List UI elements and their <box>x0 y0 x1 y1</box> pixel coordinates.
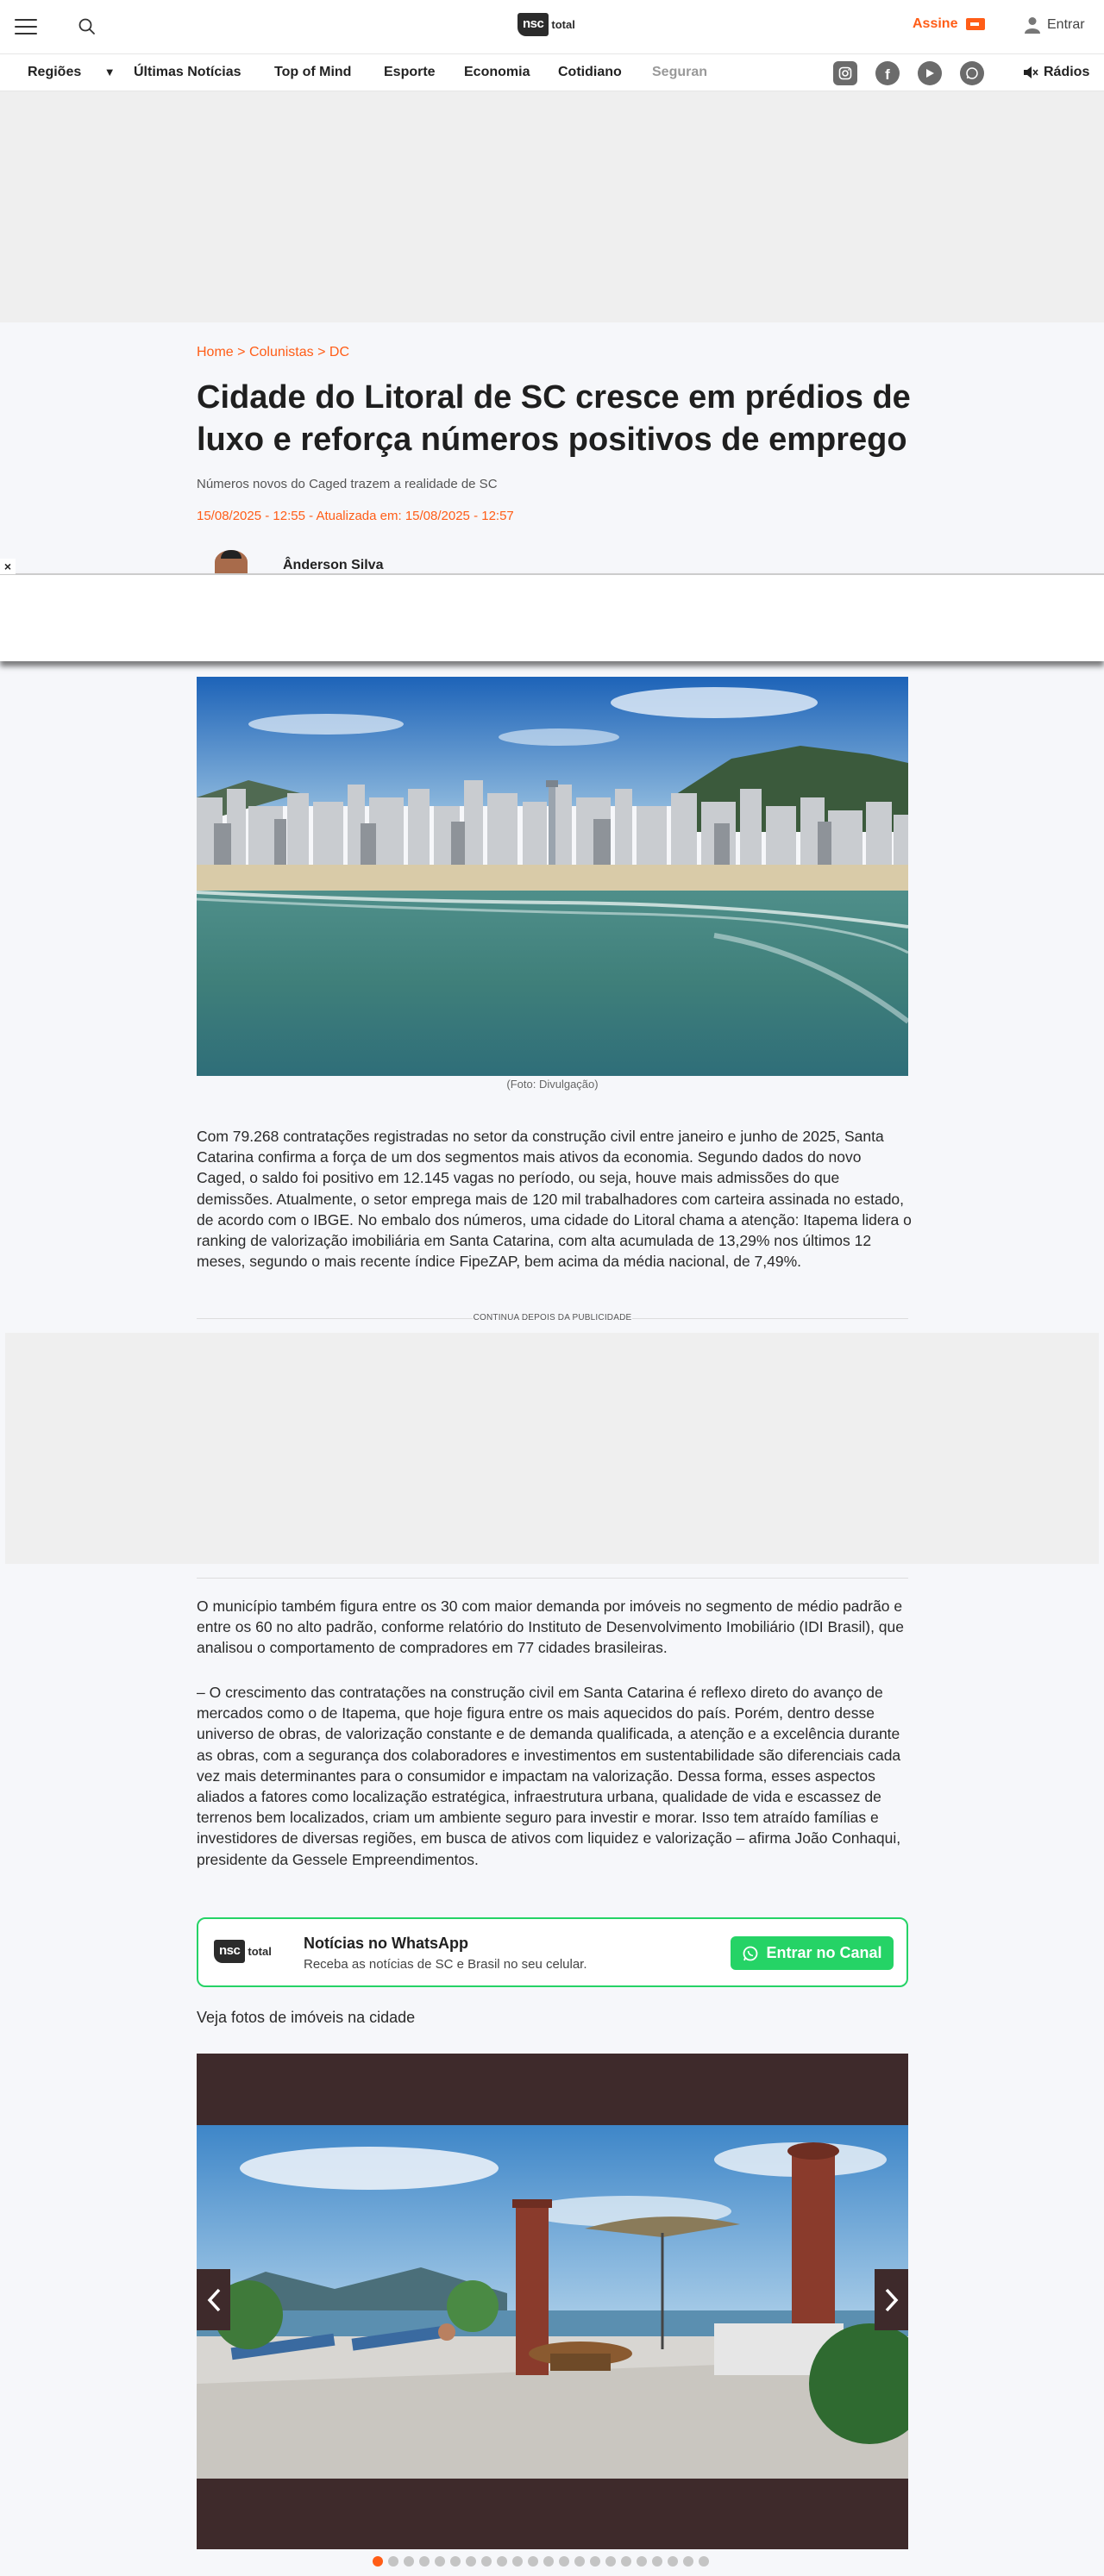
nav-regioes-label: Regiões <box>28 65 82 79</box>
nav-item-top-of-mind[interactable]: Top of Mind <box>274 65 352 79</box>
gallery-dot[interactable] <box>466 2556 476 2567</box>
gallery-dot[interactable] <box>450 2556 461 2567</box>
article-paragraph: O município também figura entre os 30 com maior demanda por imóveis no segmento de médio padrão e entre os 60 no alto padrão, conforme relatório do Instituto de Desenvolvimento Imobiliário (IDI Brasil), que analisou o comportamento de compradores em 77 cidades brasileiras. <box>197 1597 905 1657</box>
breadcrumb-home[interactable]: Home <box>197 345 234 360</box>
chevron-down-icon: ▼ <box>104 66 116 78</box>
main-nav <box>0 53 1104 91</box>
nav-item-cotidiano[interactable]: Cotidiano <box>558 65 622 79</box>
radios-label: Rádios <box>1044 65 1090 79</box>
gallery-pagination <box>373 2556 709 2567</box>
author-name[interactable]: Ânderson Silva <box>283 558 384 572</box>
chevron-right-icon <box>884 2287 900 2313</box>
gallery-dot[interactable] <box>637 2556 647 2567</box>
ad-divider <box>197 1310 908 1328</box>
join-channel-label: Entrar no Canal <box>766 1944 882 1961</box>
gallery-dot[interactable] <box>574 2556 585 2567</box>
gallery-dot[interactable] <box>683 2556 693 2567</box>
speaker-muted-icon <box>1023 66 1038 79</box>
nav-item-seguranca[interactable]: Seguran <box>652 65 708 79</box>
search-icon[interactable] <box>78 17 97 36</box>
ad-label: CONTINUA DEPOIS DA PUBLICIDADE <box>473 1313 632 1322</box>
gallery-dot[interactable] <box>605 2556 616 2567</box>
whatsapp-channel-box <box>197 1917 908 1987</box>
logo-word: total <box>248 1945 272 1958</box>
breadcrumb-colunistas[interactable]: Colunistas <box>248 345 314 360</box>
breadcrumb <box>197 345 349 360</box>
assine-label: Assine <box>913 16 958 31</box>
gallery-dot[interactable] <box>404 2556 414 2567</box>
nsc-total-logo <box>214 1940 272 1963</box>
user-icon <box>1025 16 1040 34</box>
nav-item-economia[interactable]: Economia <box>464 65 530 79</box>
article-dates: 15/08/2025 - 12:55 - Atualizada em: 15/08/2025 - 12:57 <box>197 509 514 523</box>
gallery-dot[interactable] <box>419 2556 430 2567</box>
article-title: Cidade do Litoral de SC cresce em prédios de luxo e reforça números positivos de emprego <box>197 379 911 458</box>
nav-item-regioes[interactable] <box>28 65 116 80</box>
gallery-next-button[interactable] <box>875 2269 908 2330</box>
gallery-dot[interactable] <box>373 2556 383 2567</box>
logo-word: total <box>551 17 575 31</box>
gallery-dot[interactable] <box>652 2556 662 2567</box>
breadcrumb-separator: > <box>317 345 326 360</box>
top-header <box>0 0 1104 53</box>
gallery-dot[interactable] <box>388 2556 398 2567</box>
logo-mark: nsc <box>518 13 549 36</box>
hamburger-icon[interactable] <box>15 19 37 34</box>
breadcrumb-dc[interactable]: DC <box>329 345 349 360</box>
facebook-icon[interactable]: f <box>875 61 900 85</box>
top-ad-slot <box>0 91 1104 322</box>
article-subtitle: Números novos do Caged trazem a realidade de SC <box>197 477 498 491</box>
article-paragraph: – O crescimento das contratações na construção civil em Santa Catarina é reflexo direto do avanço de mercados como o de Itapema, que hoje figura entre os mais aquecidos do país. Porém, dentro desse universo de obras, de valorização constante e de demanda qualificada, a atenção e a excelência durante as obras, com a segurança dos colaboradores e investimentos em sustentabilidade são diferenciais cada vez mais determinantes para o consumidor e impactam na valorização. Dessa forma, esses aspectos aliados a fatores como localização estratégica, infraestrutura urbana, qualidade de vida e escassez de terrenos bem localizados, criam um ambiente seguro para investir e morar. Isso tem atraído famílias e investidores de diversas regiões, em busca de ativos com liquidez e valorização – afirma João Conhaqui, presidente da Gessele Empreendimentos. <box>197 1684 901 1868</box>
nav-item-esporte[interactable]: Esporte <box>384 65 436 79</box>
assine-button[interactable] <box>913 16 985 32</box>
login-button[interactable] <box>1025 16 1085 34</box>
join-channel-button[interactable] <box>731 1936 894 1970</box>
whatsapp-description: Receba as notícias de SC e Brasil no seu celular. <box>304 1957 587 1972</box>
gallery-dot[interactable] <box>435 2556 445 2567</box>
ad-divider-line <box>632 1318 908 1319</box>
mid-ad-slot <box>5 1333 1099 1564</box>
divider <box>197 1578 908 1579</box>
nav-item-ultimas-noticias[interactable]: Últimas Notícias <box>134 65 242 79</box>
photo-gallery <box>197 2054 908 2549</box>
gallery-dot[interactable] <box>528 2556 538 2567</box>
radios-button[interactable] <box>1023 65 1089 80</box>
gallery-dot[interactable] <box>512 2556 523 2567</box>
chevron-left-icon <box>206 2287 222 2313</box>
gallery-dot[interactable] <box>699 2556 709 2567</box>
nsc-total-logo[interactable] <box>518 9 575 40</box>
gallery-prev-button[interactable] <box>197 2269 230 2330</box>
gallery-dot[interactable] <box>621 2556 631 2567</box>
youtube-icon[interactable] <box>918 61 942 85</box>
image-caption: (Foto: Divulgação) <box>506 1078 599 1091</box>
instagram-icon[interactable] <box>833 61 857 85</box>
article-paragraph: Com 79.268 contratações registradas no setor da construção civil entre janeiro e junho de 2025, Santa Catarina confirma a força de um dos segmentos mais ativos da economia. Segundo dados do novo Caged, o saldo foi positivo em 12.145 vagas no período, ou seja, houve mais admissões do que demissões. Atualmente, o setor emprega mais de 120 mil trabalhadores com carteira assinada no estado, de acordo com o IBGE. No embalo dos números, uma cidade do Litoral chama a atenção: Itapema lidera o ranking de valorização imobiliária em Santa Catarina, com alta acumulada de 13,29% nos últimos 12 meses, segundo o mais recente índice FipeZAP, bem acima da média nacional, de 7,49%. <box>197 1128 912 1271</box>
whatsapp-icon <box>742 1945 759 1962</box>
ticket-icon <box>966 18 985 30</box>
login-label: Entrar <box>1047 17 1085 32</box>
gallery-dot[interactable] <box>481 2556 492 2567</box>
whatsapp-title: Notícias no WhatsApp <box>304 1935 469 1952</box>
author-avatar[interactable] <box>215 550 248 574</box>
sticky-ad-banner <box>0 573 1104 661</box>
breadcrumb-separator: > <box>237 345 246 360</box>
logo-mark: nsc <box>214 1940 245 1963</box>
gallery-dot[interactable] <box>497 2556 507 2567</box>
gallery-slide-image <box>197 2125 908 2479</box>
gallery-dot[interactable] <box>590 2556 600 2567</box>
article-main-image <box>197 677 908 1076</box>
gallery-dot[interactable] <box>559 2556 569 2567</box>
gallery-title: Veja fotos de imóveis na cidade <box>197 2009 416 2026</box>
close-ad-icon[interactable]: × <box>0 559 16 574</box>
whatsapp-icon[interactable] <box>960 61 984 85</box>
gallery-dot[interactable] <box>668 2556 678 2567</box>
gallery-dot[interactable] <box>543 2556 554 2567</box>
